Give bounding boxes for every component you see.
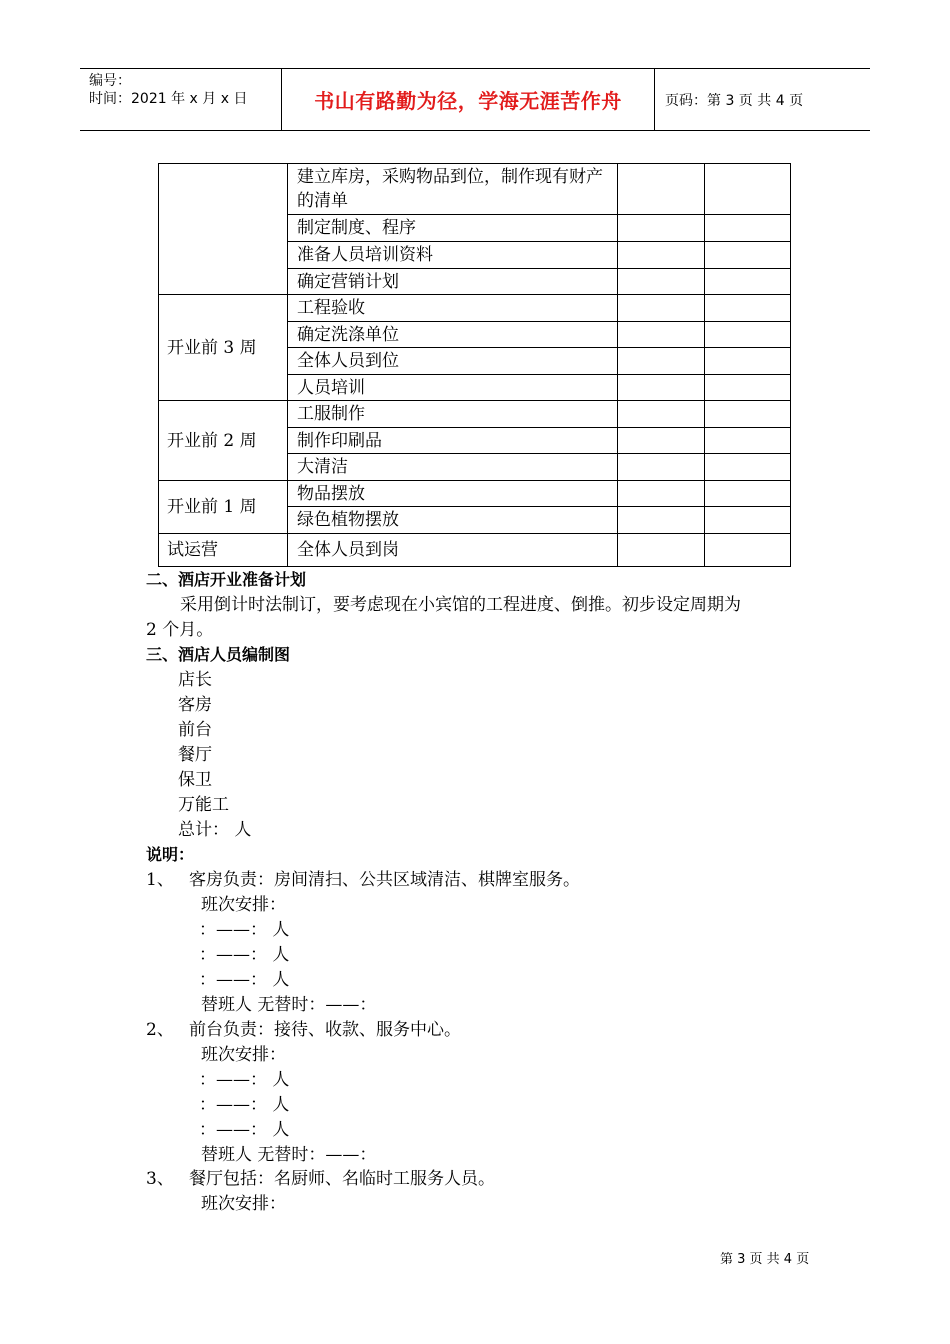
- note-number: 1、: [146, 870, 174, 890]
- task-cell: 全体人员到位: [288, 348, 618, 375]
- shift-line: ：——： 人: [199, 1120, 290, 1140]
- notes-heading: 说明：: [146, 845, 195, 864]
- relief-line: 替班人 无替时：——：: [201, 1145, 377, 1165]
- empty-cell: [618, 401, 705, 428]
- schedule-table: [158, 163, 791, 567]
- empty-cell: [618, 215, 705, 242]
- staff-item: 前台: [178, 720, 212, 740]
- task-cell: 工服制作: [288, 401, 618, 428]
- note-number: 3、: [146, 1169, 174, 1189]
- note-text: 前台负责：接待、收款、服务中心。: [189, 1020, 461, 1040]
- task-cell: 人员培训: [288, 375, 618, 401]
- header-divider: [654, 69, 655, 130]
- empty-cell: [705, 534, 791, 567]
- note-number: 2、: [146, 1020, 174, 1040]
- relief-line: 替班人 无替时：——：: [201, 995, 377, 1015]
- shift-label: 班次安排：: [201, 1045, 286, 1065]
- number-label: 编号：: [89, 73, 131, 89]
- table-row: [159, 481, 791, 507]
- empty-cell: [618, 375, 705, 401]
- empty-cell: [705, 348, 791, 375]
- staff-item: 保卫: [178, 770, 212, 790]
- staff-item: 餐厅: [178, 745, 212, 765]
- task-cell: 全体人员到岗: [288, 534, 618, 567]
- empty-cell: [618, 348, 705, 375]
- header-motto: 书山有路勤为径，学海无涯苦作舟: [314, 89, 622, 113]
- task-cell: 建立库房，采购物品到位，制作现有财产的清单: [288, 164, 618, 215]
- task-cell: 大清洁: [288, 454, 618, 481]
- empty-cell: [705, 507, 791, 534]
- empty-cell: [705, 215, 791, 242]
- table-row: [159, 401, 791, 428]
- shift-line: ：——： 人: [199, 920, 290, 940]
- empty-cell: [618, 481, 705, 507]
- shift-label: 班次安排：: [201, 1194, 286, 1214]
- empty-cell: [618, 242, 705, 269]
- page-header: [80, 68, 870, 131]
- phase-cell: 开业前 3 周: [159, 295, 288, 401]
- empty-cell: [618, 507, 705, 534]
- task-cell: 制定制度、程序: [288, 215, 618, 242]
- shift-line: ：——： 人: [199, 970, 290, 990]
- date-label: 时间：2021 年 x 月 x 日: [89, 91, 248, 107]
- task-cell: 工程验收: [288, 295, 618, 322]
- empty-cell: [705, 322, 791, 348]
- shift-label: 班次安排：: [201, 895, 286, 915]
- empty-cell: [705, 481, 791, 507]
- empty-cell: [618, 428, 705, 454]
- staff-total: 总计： 人: [178, 820, 252, 840]
- task-cell: 绿色植物摆放: [288, 507, 618, 534]
- phase-cell: 开业前 2 周: [159, 401, 288, 481]
- note-text: 客房负责：房间清扫、公共区域清洁、棋牌室服务。: [189, 870, 580, 890]
- shift-line: ：——： 人: [199, 945, 290, 965]
- phase-cell: 试运营: [159, 534, 288, 567]
- staff-item: 客房: [178, 695, 212, 715]
- task-cell: 确定营销计划: [288, 269, 618, 295]
- empty-cell: [705, 401, 791, 428]
- empty-cell: [618, 164, 705, 215]
- table-row: [159, 534, 791, 567]
- staff-item: 店长: [178, 670, 212, 690]
- paragraph-line: 2 个月。: [146, 620, 214, 640]
- task-cell: 物品摆放: [288, 481, 618, 507]
- table-row: [159, 295, 791, 322]
- page-footer: 第 3 页 共 4 页: [720, 1252, 810, 1267]
- section-heading: 二、酒店开业准备计划: [146, 570, 307, 589]
- staff-item: 万能工: [178, 795, 229, 815]
- section-heading: 三、酒店人员编制图: [146, 645, 291, 664]
- empty-cell: [705, 454, 791, 481]
- empty-cell: [705, 242, 791, 269]
- empty-cell: [618, 534, 705, 567]
- task-cell: 确定洗涤单位: [288, 322, 618, 348]
- empty-cell: [705, 375, 791, 401]
- phase-cell: 开业前 1 周: [159, 481, 288, 534]
- empty-cell: [618, 454, 705, 481]
- empty-cell: [618, 295, 705, 322]
- phase-cell: [159, 164, 288, 295]
- shift-line: ：——： 人: [199, 1095, 290, 1115]
- header-meta: [89, 72, 247, 108]
- empty-cell: [705, 428, 791, 454]
- task-cell: 准备人员培训资料: [288, 242, 618, 269]
- task-cell: 制作印刷品: [288, 428, 618, 454]
- table-row: [159, 164, 791, 215]
- empty-cell: [705, 164, 791, 215]
- shift-line: ：——： 人: [199, 1070, 290, 1090]
- empty-cell: [705, 269, 791, 295]
- empty-cell: [705, 295, 791, 322]
- note-text: 餐厅包括：名厨师、名临时工服务人员。: [189, 1169, 495, 1189]
- header-page-info: 页码：第 3 页 共 4 页: [665, 92, 804, 109]
- empty-cell: [618, 269, 705, 295]
- paragraph-line: 采用倒计时法制订，要考虑现在小宾馆的工程进度、倒推。初步设定周期为: [180, 595, 741, 615]
- empty-cell: [618, 322, 705, 348]
